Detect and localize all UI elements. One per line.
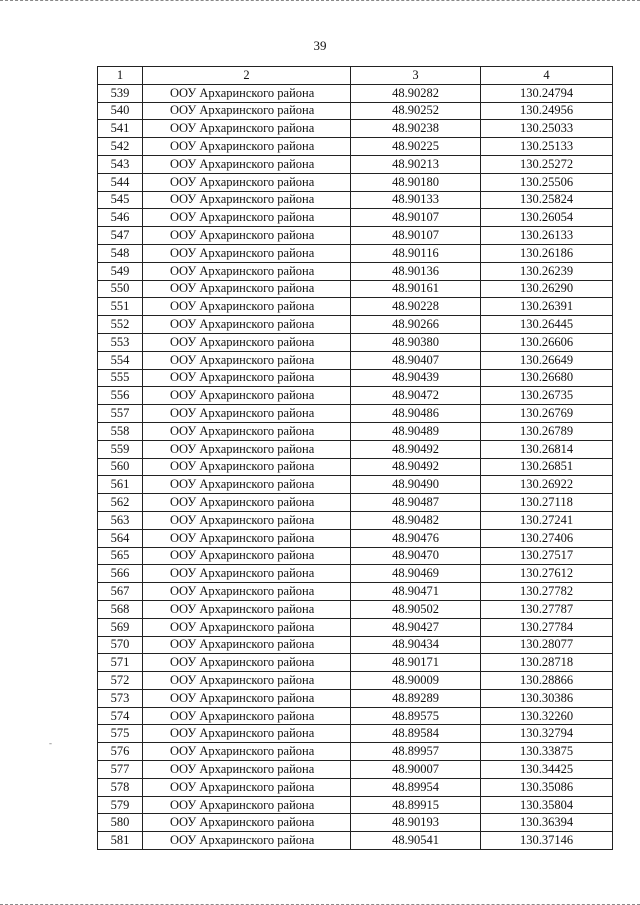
row-longitude: 130.26769 [481, 405, 613, 423]
column-header-2: 2 [143, 67, 351, 85]
row-organization: ООУ Архаринского района [143, 547, 351, 565]
row-latitude: 48.90476 [351, 529, 481, 547]
row-longitude: 130.26922 [481, 476, 613, 494]
row-longitude: 130.32260 [481, 707, 613, 725]
row-latitude: 48.90489 [351, 422, 481, 440]
row-longitude: 130.26239 [481, 262, 613, 280]
row-number: 579 [98, 796, 143, 814]
row-organization: ООУ Архаринского района [143, 458, 351, 476]
table-row [98, 832, 613, 850]
row-number: 543 [98, 155, 143, 173]
row-organization: ООУ Архаринского района [143, 583, 351, 601]
table-row [98, 138, 613, 156]
row-longitude: 130.26606 [481, 333, 613, 351]
row-longitude: 130.26680 [481, 369, 613, 387]
row-number: 576 [98, 743, 143, 761]
row-number: 563 [98, 511, 143, 529]
row-longitude: 130.35804 [481, 796, 613, 814]
table-row [98, 796, 613, 814]
row-longitude: 130.37146 [481, 832, 613, 850]
table-row [98, 761, 613, 779]
row-organization: ООУ Архаринского района [143, 743, 351, 761]
row-organization: ООУ Архаринского района [143, 618, 351, 636]
table-row [98, 405, 613, 423]
row-organization: ООУ Архаринского района [143, 672, 351, 690]
table-row [98, 725, 613, 743]
row-organization: ООУ Архаринского района [143, 422, 351, 440]
row-latitude: 48.90213 [351, 155, 481, 173]
row-latitude: 48.89915 [351, 796, 481, 814]
table-row [98, 422, 613, 440]
row-latitude: 48.90490 [351, 476, 481, 494]
row-number: 581 [98, 832, 143, 850]
row-number: 567 [98, 583, 143, 601]
row-latitude: 48.90238 [351, 120, 481, 138]
row-organization: ООУ Архаринского района [143, 832, 351, 850]
row-organization: ООУ Архаринского района [143, 476, 351, 494]
row-number: 568 [98, 600, 143, 618]
row-organization: ООУ Архаринского района [143, 173, 351, 191]
row-latitude: 48.90471 [351, 583, 481, 601]
row-latitude: 48.90486 [351, 405, 481, 423]
row-latitude: 48.90228 [351, 298, 481, 316]
row-latitude: 48.90171 [351, 654, 481, 672]
row-latitude: 48.89584 [351, 725, 481, 743]
row-organization: ООУ Архаринского района [143, 191, 351, 209]
row-organization: ООУ Архаринского района [143, 778, 351, 796]
column-header-4: 4 [481, 67, 613, 85]
row-longitude: 130.26186 [481, 244, 613, 262]
table-row [98, 387, 613, 405]
table-row [98, 529, 613, 547]
row-organization: ООУ Архаринского района [143, 280, 351, 298]
table-row [98, 316, 613, 334]
row-longitude: 130.32794 [481, 725, 613, 743]
table-row [98, 280, 613, 298]
row-organization: ООУ Архаринского района [143, 138, 351, 156]
row-latitude: 48.90161 [351, 280, 481, 298]
row-latitude: 48.90116 [351, 244, 481, 262]
row-latitude: 48.89954 [351, 778, 481, 796]
row-number: 555 [98, 369, 143, 387]
row-longitude: 130.35086 [481, 778, 613, 796]
row-number: 554 [98, 351, 143, 369]
row-longitude: 130.25506 [481, 173, 613, 191]
row-number: 560 [98, 458, 143, 476]
table-row [98, 227, 613, 245]
row-longitude: 130.24956 [481, 102, 613, 120]
row-longitude: 130.26290 [481, 280, 613, 298]
row-longitude: 130.28077 [481, 636, 613, 654]
row-longitude: 130.28718 [481, 654, 613, 672]
margin-mark: - [49, 738, 52, 748]
row-organization: ООУ Архаринского района [143, 102, 351, 120]
row-organization: ООУ Архаринского района [143, 725, 351, 743]
table-row [98, 298, 613, 316]
header-row [98, 67, 613, 85]
row-longitude: 130.25824 [481, 191, 613, 209]
row-organization: ООУ Архаринского района [143, 654, 351, 672]
row-latitude: 48.90007 [351, 761, 481, 779]
row-organization: ООУ Архаринского района [143, 707, 351, 725]
table-row [98, 511, 613, 529]
row-longitude: 130.26649 [481, 351, 613, 369]
row-number: 566 [98, 565, 143, 583]
row-number: 565 [98, 547, 143, 565]
row-longitude: 130.27517 [481, 547, 613, 565]
table-row [98, 618, 613, 636]
row-number: 550 [98, 280, 143, 298]
row-organization: ООУ Архаринского района [143, 316, 351, 334]
table-row [98, 369, 613, 387]
row-number: 546 [98, 209, 143, 227]
table-row [98, 476, 613, 494]
table-row [98, 173, 613, 191]
table-row [98, 814, 613, 832]
row-number: 569 [98, 618, 143, 636]
row-longitude: 130.25033 [481, 120, 613, 138]
row-latitude: 48.90470 [351, 547, 481, 565]
row-latitude: 48.90407 [351, 351, 481, 369]
row-latitude: 48.90180 [351, 173, 481, 191]
row-organization: ООУ Архаринского района [143, 227, 351, 245]
table-body [98, 84, 613, 849]
row-organization: ООУ Архаринского района [143, 761, 351, 779]
row-latitude: 48.89575 [351, 707, 481, 725]
row-number: 564 [98, 529, 143, 547]
row-organization: ООУ Архаринского района [143, 511, 351, 529]
row-number: 552 [98, 316, 143, 334]
table-row [98, 600, 613, 618]
row-organization: ООУ Архаринского района [143, 814, 351, 832]
table-row [98, 351, 613, 369]
row-organization: ООУ Архаринского района [143, 298, 351, 316]
row-organization: ООУ Архаринского района [143, 369, 351, 387]
row-latitude: 48.90472 [351, 387, 481, 405]
table-row [98, 191, 613, 209]
row-longitude: 130.24794 [481, 84, 613, 102]
row-longitude: 130.26814 [481, 440, 613, 458]
row-longitude: 130.27241 [481, 511, 613, 529]
row-latitude: 48.90487 [351, 494, 481, 512]
row-number: 559 [98, 440, 143, 458]
row-organization: ООУ Архаринского района [143, 636, 351, 654]
row-longitude: 130.27787 [481, 600, 613, 618]
table-row [98, 209, 613, 227]
table-row [98, 244, 613, 262]
row-latitude: 48.90492 [351, 458, 481, 476]
table-row [98, 547, 613, 565]
row-longitude: 130.27406 [481, 529, 613, 547]
row-organization: ООУ Архаринского района [143, 494, 351, 512]
row-number: 558 [98, 422, 143, 440]
row-organization: ООУ Архаринского района [143, 262, 351, 280]
row-longitude: 130.27118 [481, 494, 613, 512]
row-number: 580 [98, 814, 143, 832]
row-organization: ООУ Архаринского района [143, 351, 351, 369]
table-row [98, 707, 613, 725]
row-number: 544 [98, 173, 143, 191]
row-number: 545 [98, 191, 143, 209]
row-organization: ООУ Архаринского района [143, 244, 351, 262]
row-longitude: 130.34425 [481, 761, 613, 779]
row-longitude: 130.27784 [481, 618, 613, 636]
row-number: 572 [98, 672, 143, 690]
column-header-3: 3 [351, 67, 481, 85]
row-longitude: 130.26391 [481, 298, 613, 316]
row-latitude: 48.90136 [351, 262, 481, 280]
row-number: 556 [98, 387, 143, 405]
row-longitude: 130.26735 [481, 387, 613, 405]
row-longitude: 130.27612 [481, 565, 613, 583]
row-latitude: 48.90193 [351, 814, 481, 832]
table-row [98, 565, 613, 583]
row-latitude: 48.90266 [351, 316, 481, 334]
row-longitude: 130.26851 [481, 458, 613, 476]
row-organization: ООУ Архаринского района [143, 796, 351, 814]
row-organization: ООУ Архаринского района [143, 155, 351, 173]
row-latitude: 48.90380 [351, 333, 481, 351]
table-row [98, 262, 613, 280]
row-latitude: 48.90541 [351, 832, 481, 850]
row-latitude: 48.90107 [351, 209, 481, 227]
row-latitude: 48.90282 [351, 84, 481, 102]
table-row [98, 689, 613, 707]
row-longitude: 130.26445 [481, 316, 613, 334]
row-organization: ООУ Архаринского района [143, 565, 351, 583]
row-longitude: 130.26133 [481, 227, 613, 245]
table-row [98, 102, 613, 120]
row-number: 541 [98, 120, 143, 138]
row-latitude: 48.90502 [351, 600, 481, 618]
page-bottom-edge [0, 900, 640, 905]
table-row [98, 778, 613, 796]
row-number: 578 [98, 778, 143, 796]
row-number: 553 [98, 333, 143, 351]
table-row [98, 440, 613, 458]
row-latitude: 48.90469 [351, 565, 481, 583]
row-latitude: 48.90492 [351, 440, 481, 458]
table-row [98, 155, 613, 173]
row-latitude: 48.90009 [351, 672, 481, 690]
row-number: 539 [98, 84, 143, 102]
row-organization: ООУ Архаринского района [143, 529, 351, 547]
table-row [98, 583, 613, 601]
row-organization: ООУ Архаринского района [143, 333, 351, 351]
table-row [98, 672, 613, 690]
row-longitude: 130.27782 [481, 583, 613, 601]
row-latitude: 48.90133 [351, 191, 481, 209]
page-top-edge [0, 0, 640, 5]
row-number: 562 [98, 494, 143, 512]
row-latitude: 48.90427 [351, 618, 481, 636]
row-longitude: 130.25133 [481, 138, 613, 156]
table-row [98, 120, 613, 138]
table-row [98, 84, 613, 102]
table-header [98, 67, 613, 85]
row-number: 577 [98, 761, 143, 779]
row-latitude: 48.90107 [351, 227, 481, 245]
row-latitude: 48.90252 [351, 102, 481, 120]
table-row [98, 494, 613, 512]
row-number: 548 [98, 244, 143, 262]
row-latitude: 48.90439 [351, 369, 481, 387]
row-number: 571 [98, 654, 143, 672]
row-latitude: 48.90434 [351, 636, 481, 654]
row-organization: ООУ Архаринского района [143, 120, 351, 138]
row-longitude: 130.25272 [481, 155, 613, 173]
row-organization: ООУ Архаринского района [143, 209, 351, 227]
table-row [98, 743, 613, 761]
row-organization: ООУ Архаринского района [143, 689, 351, 707]
row-number: 557 [98, 405, 143, 423]
row-number: 575 [98, 725, 143, 743]
table-row [98, 333, 613, 351]
row-number: 542 [98, 138, 143, 156]
row-number: 561 [98, 476, 143, 494]
row-longitude: 130.36394 [481, 814, 613, 832]
row-organization: ООУ Архаринского района [143, 387, 351, 405]
row-organization: ООУ Архаринского района [143, 600, 351, 618]
row-longitude: 130.30386 [481, 689, 613, 707]
row-number: 574 [98, 707, 143, 725]
row-number: 573 [98, 689, 143, 707]
table-row [98, 654, 613, 672]
row-latitude: 48.89289 [351, 689, 481, 707]
row-longitude: 130.28866 [481, 672, 613, 690]
row-latitude: 48.89957 [351, 743, 481, 761]
row-organization: ООУ Архаринского района [143, 405, 351, 423]
row-longitude: 130.26789 [481, 422, 613, 440]
row-latitude: 48.90482 [351, 511, 481, 529]
table-row [98, 458, 613, 476]
row-latitude: 48.90225 [351, 138, 481, 156]
table-row [98, 636, 613, 654]
row-longitude: 130.33875 [481, 743, 613, 761]
row-number: 570 [98, 636, 143, 654]
page-number: 39 [313, 38, 327, 53]
row-number: 540 [98, 102, 143, 120]
row-organization: ООУ Архаринского района [143, 84, 351, 102]
column-header-1: 1 [98, 67, 143, 85]
row-organization: ООУ Архаринского района [143, 440, 351, 458]
row-number: 549 [98, 262, 143, 280]
row-number: 547 [98, 227, 143, 245]
row-longitude: 130.26054 [481, 209, 613, 227]
row-number: 551 [98, 298, 143, 316]
coordinates-table [97, 66, 613, 850]
